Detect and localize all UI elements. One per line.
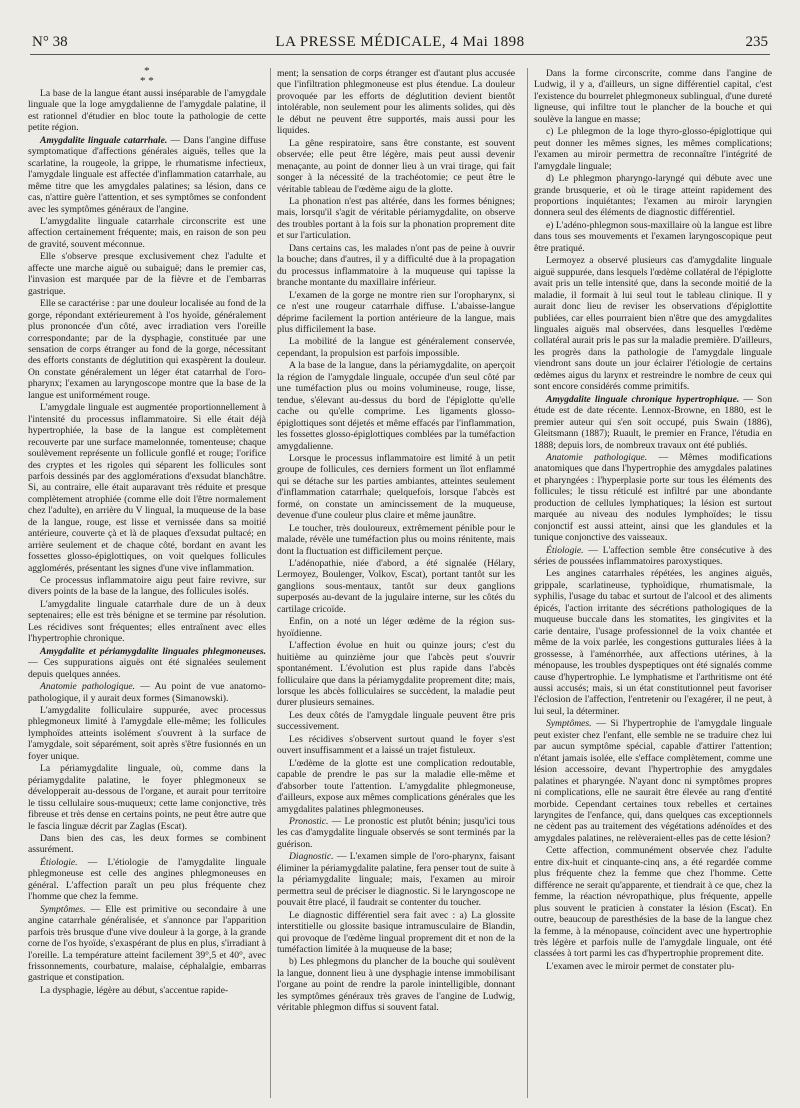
paragraph-text: La gêne respiratoire, sans être constante, est souvent observée; elle peut être légère, mais peut aussi devenir menaçante, au point de donner lieu à un vrai tirage, qui fait songer à la nécessité de la trachéotomie; ce peut être le véritable tableau de l'œdème aigu de la glotte. [277, 137, 515, 195]
paragraph-text: — Ces suppurations aiguës ont été signalées seulement depuis quelques années. [28, 657, 266, 680]
subsection-heading: Étiologie. [546, 544, 584, 556]
paragraph [277, 558, 515, 615]
paragraph [277, 956, 515, 1013]
section-heading: Amygdalite et périamygdalite linguales phlegmoneuses. [40, 645, 266, 657]
paragraph [28, 857, 266, 903]
paragraph-text: Elle s'observe presque exclusivement chez l'adulte et affecte une marche aiguë ou subaiguë; dans le premier cas, l'invasion est marquée par de la fièvre et de l'embarras gastrique. [28, 251, 266, 297]
paragraph-text: c) Le phlegmon de la loge thyro-glosso-épiglottique qui peut donner les mêmes signes, les mêmes complications; l'examen au miroir permettra de reconnaître l'intégrité de l'amygdale linguale; [534, 126, 772, 172]
paragraph-text: La dysphagie, légère au début, s'accentue rapide- [40, 984, 229, 996]
paragraph [277, 68, 515, 137]
paragraph-text: — Dans l'angine diffuse symptomatique d'affections générales aiguës, telles que la scarlatine, la rougeole, la grippe, le rhumatisme infectieux, l'amygdale linguale est affectée d'inflammation catarrhale, au même titre que les amygdales palatines; sa lésion, dans ce cas, n'attire guère l'attention, et ses symptômes se confondent avec les symptômes généraux de l'angine. [28, 134, 266, 215]
paragraph-text: Lermoyez a observé plusieurs cas d'amygdalite linguale aiguë suppurée, dans lesquels l'œdème collatéral de l'épiglotte avait pris un telle intensité que, dans la seconde moitié de la maladie, il formait à lui seul tout le tableau clinique. Il y aurait donc lieu de reviser les observations d'épiglottite publiées, car elles pourraient bien n'être que des amygdalites linguales aiguës mal observées, dans lesquelles l'œdème collatéral aurait pris le pas sur la maladie première. D'ailleurs, les progrès dans la pathologie de l'amygdale linguale viendront sans doute un jour éclairer l'étiologie de certains œdèmes aigus du larynx et restreindre le nombre de ceux qui sont encore considérés comme primitifs. [534, 255, 772, 393]
paragraph [28, 599, 266, 645]
paragraph [277, 734, 515, 757]
paragraph [277, 196, 515, 242]
paragraph [28, 298, 266, 401]
paragraph-text: Elle se caractérise : par une douleur localisée au fond de la gorge, répondant extérieurement à l'os hyoïde, généralement plus prononcée d'un côté, avec irradiation vers l'oreille correspondante; par de la dysphagie, constituée par une sensation de corps étranger au fond de la gorge, nécessitant des efforts constants de déglutition qui exaspèrent la douleur. On constate généralement un léger état catarrhal de l'oro-pharynx; l'examen au laryngoscope montre que la base de la langue est uniformément rouge. [28, 298, 266, 401]
text-column-2 [277, 68, 515, 1098]
text-column-3 [534, 68, 772, 1098]
paragraph-text: L'œdème de la glotte est une complication redoutable, capable de prendre le pas sur la maladie elle-même et d'absorber toute l'attention. L'amygdalite phlegmoneuse, d'ailleurs, expose aux mêmes complications générales que les amygdalites palatines phlegmoneuses. [277, 757, 515, 815]
subsection-heading: Diagnostic. [289, 851, 334, 863]
paragraph-text: Le toucher, très douloureux, extrêmement pénible pour le malade, révèle une tuméfaction plus ou moins rénitente, mais dont la fluctuation est difficilement perçue. [277, 522, 515, 557]
paragraph [28, 135, 266, 215]
section-heading: Amygdalite linguale chronique hypertrophique. [546, 393, 740, 405]
paragraph-text: — Mêmes modifications anatomiques que dans l'hypertrophie des amygdales palatines et pharyngées : l'hyperplasie porte sur tous les éléments des follicules; le tissu réticulé est infiltré par une abondante production de cellules lymphatiques; la lésion est surtout marquée au niveau des nodules lymphoïdes; le tissu conjonctif est aussi atteint, ainsi que les glandules et la tunique conjonctive des vaisseaux. [534, 451, 772, 544]
paragraph-text: — Si l'hypertrophie de l'amygdale linguale peut exister chez l'enfant, elle semble ne se traduire chez lui par aucun symptôme spécial, capable d'attirer l'attention; n'étant jamais isolée, elle s'efface complètement, comme une lésion accessoire, devant l'hypertrophie des amygdales palatines et pharyngée. N'ayant donc ni symptômes propres ni complications, elle ne saurait être élevée au rang d'entité morbide. Cependant certaines toux rebelles et certaines laryngites de l'enfance, qui, dans quelques cas exceptionnels ne cèdent pas au traitement des végétations adénoïdes et des amygdales palatines, ne relèveraient-elles pas de cette lésion? [534, 718, 772, 844]
paragraph [534, 961, 772, 972]
paragraph [28, 985, 266, 996]
paragraph-text: — Son étude est de date récente. Lennox-Browne, en 1880, est le premier auteur qui s'en soit occupé, puis Swain (1886), Gleitsmann (1887); Ruault, le premier en France, l'étudia en 1888; depuis lors, de nombreux travaux ont été publiés. [534, 393, 772, 451]
paragraph [28, 763, 266, 832]
paragraph [277, 290, 515, 336]
paragraph [277, 336, 515, 359]
subsection-heading: Anatomie pathologique. [40, 681, 136, 693]
paragraph [277, 453, 515, 522]
paragraph [277, 640, 515, 709]
paragraph-text: L'examen de la gorge ne montre rien sur l'oropharynx, si ce n'est une rougeur catarrhale diffuse. L'abaisse-langue déprime facilement la portion antérieure de la langue, mais plus difficilement la base. [277, 289, 515, 335]
paragraph [277, 758, 515, 815]
paragraph-text: — L'affection semble être consécutive à des séries de poussées inflammatoires paroxystiques. [534, 544, 772, 568]
paragraph [277, 910, 515, 956]
paragraph-text: Dans la forme circonscrite, comme dans l'angine de Ludwig, il y a, d'ailleurs, un signe différentiel capital, c'est l'existence du bourrelet phlegmoneux sublingual, d'une dureté ligneuse, qui infiltre tout le plancher de la bouche et qui soulève la langue en masse; [534, 68, 772, 125]
paragraph [534, 255, 772, 392]
paragraph-text: Le diagnostic différentiel sera fait avec : a) La glossite interstitielle ou glossite basique intramusculaire de Blandin, qui provoque de l'œdème lingual proprement dit et non de la tuméfaction limitée à la muqueuse de la base; [277, 909, 515, 955]
paragraph [28, 251, 266, 297]
paragraph-text: Ce processus inflammatoire aigu peut faire revivre, sur divers points de la base de la langue, des follicules isolés. [28, 575, 266, 598]
paragraph [277, 816, 515, 850]
paragraph-text: L'examen avec le miroir permet de constater plu- [546, 960, 735, 972]
paragraph-text: Dans certains cas, les malades n'ont pas de peine à ouvrir la bouche; dans d'autres, il y a difficulté due à la propagation du processus inflammatoire à la muqueuse qui tapisse la branche montante du maxillaire inférieur. [277, 242, 515, 289]
text-column-1 [28, 88, 266, 1096]
paragraph-text: L'adénopathie, niée d'abord, a été signalée (Hélary, Lermoyez, Boulenger, Volkov, Escat), portant tantôt sur les ganglions sous-mentaux, tantôt sur deux ganglions superposés au-devant de la jugulaire interne, sur les côtés du cartilage cricoïde. [277, 558, 515, 615]
section-ornament: * * * [140, 65, 154, 87]
paragraph-text: — Elle est primitive ou secondaire à une angine catarrhale généralisée, et s'annonce par l'apparition parfois très brusque d'une vive douleur à la gorge, à la grande corne de l'os hyoïde, s'exaspérant de plus en plus, s'irradiant à l'oreille. La température atteint facilement 39°,5 et 40°, avec frissonnements, courbature, malaise, céphalalgie, embarras gastrique et constipation. [28, 903, 266, 984]
paragraph [534, 394, 772, 451]
paragraph [28, 88, 266, 134]
paragraph-text: — Au point de vue anatomo-pathologique, il y aurait deux formes (Simanowski). [28, 681, 266, 704]
paragraph [28, 904, 266, 984]
paragraph-text: — Le pronostic est plutôt bénin; jusqu'ici tous les cas d'amygdalite linguale observés se sont terminés par la guérison. [277, 816, 515, 850]
paragraph [534, 545, 772, 568]
paragraph-text: Cette affection, communément observée chez l'adulte entre dix-huit et cinquante-cinq ans, a été regardée comme plus fréquente chez la femme que chez l'homme. Cette différence ne serait qu'apparente, et tiendrait à ce que, chez la femme, la réaction névropathique, plus fréquente, appelle plus souvent le praticien à constater la lésion (Escat). En outre, beaucoup de paresthésies de la base de la langue chez la femme, à la ménopause, coïncident avec une hypertrophie très légère et parfois nulle de l'amygdale linguale, ont été classées à tort parmi les cas d'hypertrophie proprement dite. [534, 845, 772, 960]
paragraph [534, 452, 772, 544]
subsection-heading: Pronostic. [289, 816, 329, 827]
paragraph [277, 616, 515, 639]
paragraph [277, 851, 515, 908]
paragraph [28, 705, 266, 762]
paragraph-text: L'amygdalite linguale catarrhale circonscrite est une affection certainement fréquente; mais, en raison de son peu de gravité, souvent méconnue. [28, 215, 266, 250]
paragraph-text: b) Les phlegmons du plancher de la bouche qui soulèvent la langue, donnent lieu à une dysphagie intense immobilisant l'organe au point de rendre la parole inintelligible, donnant les symptômes généraux très graves de l'angine de Ludwig, véritable phlegmon diffus si souvent fatal. [277, 956, 515, 1014]
paragraph [277, 710, 515, 733]
paragraph-text: L'amygdale linguale est augmentée proportionnellement à l'intensité du processus inflammatoire. Si elle était déjà hypertrophiée, la base de la langue est complètement recouverte par une surface mamelonnée, tomenteuse; chaque soulèvement représente un follicule gonflé et rouge; l'orifice des cryptes et les rigoles qui séparent les follicules sont parfois dessinés par des agglomérations d'exsudat blanchâtre. Si, au contraire, elle était auparavant très réduite et presque complètement atrophiée (comme elle doit l'être normalement chez l'adulte), en arrière du V lingual, la muqueuse de la base de la langue, rouge, est lisse et vernissée dans sa moitié antérieure, couverte çà et là de plaques d'exsudat pultacé; en arrière seulement et de chaque côté, bordant en avant les fossettes glosso-épiglottiques, on voit quelques follicules agglomérés, présentant les signes d'une vive inflammation. [28, 402, 266, 574]
paragraph-text: A la base de la langue, dans la périamygdalite, on aperçoit la région de l'amygdale linguale, occupée d'un seul côté par une tuméfaction plus ou moins volumineuse, rouge, lisse, tendue, s'élevant au-dessus du bord de l'épiglotte qu'elle cache ou qu'elle comprime. Les ligaments glosso-épiglottiques sont déjetés et même effacés par l'inflammation, les fossettes glosso-épiglottiques comblées par la tuméfaction amygdalienne. [277, 360, 515, 452]
page-number-left: N° 38 [32, 34, 68, 50]
paragraph [534, 173, 772, 219]
paragraph-text: — L'étiologie de l'amygdalite linguale phlegmoneuse est celle des angines phlegmoneuses en général. L'affection paraît un peu plus fréquente chez l'homme que chez la femme. [28, 856, 266, 903]
paragraph [277, 523, 515, 557]
subsection-heading: Anatomie pathologique. [546, 451, 648, 463]
paragraph [534, 568, 772, 717]
paragraph-text: Les angines catarrhales répétées, les angines aiguës, grippale, scarlatineuse, typhoïdique, rhumatismale, la syphilis, l'usage du tabac et surtout de l'alcool et des aliments épicés, l'action irritante des sécrétions pathologiques de la muqueuse buccale dans les stomatites, les gingivites et la carie dentaire, l'usage professionnel de la voix chantée et même de la voix parlée, les congestions gutturales liées à la grossesse, à l'aménorrhée, aux affections utérines, à la ménopause, les troubles dyspeptiques ont été signalés comme cause d'hypertrophie. Le lymphatisme et l'arthritisme ont été aussi accusés; mais, si un état constitutionnel peut favoriser l'éclosion de l'affection, l'entretenir ou l'exagérer, il ne peut, à lui seul, la déterminer. [534, 568, 772, 717]
column-divider [270, 68, 271, 1098]
paragraph [28, 833, 266, 856]
paragraph-text: Enfin, on a noté un léger œdème de la région sus-hyoïdienne. [277, 616, 515, 639]
paragraph [534, 68, 772, 125]
paragraph-text: — L'examen simple de l'oro-pharynx, faisant éliminer la périamygdalite palatine, fera penser tout de suite à la périamygdalite linguale; mais, l'examen au miroir permettra seul de préciser le diagnostic. Si le laryngoscope ne pouvait être placé, il faudrait se contenter du toucher. [277, 851, 515, 909]
page-header [30, 28, 770, 55]
subsection-heading: Symptômes. [546, 718, 592, 730]
paragraph-text: La mobilité de la langue est généralement conservée, cependant, la propulsion est parfois impossible. [277, 336, 515, 359]
paragraph-text: Dans bien des cas, les deux formes se combinent assurément. [28, 833, 266, 856]
paragraph-text: La périamygdalite linguale, où, comme dans la périamygdalite palatine, le foyer phlegmoneux se développerait au-dessous de l'organe, et aurait pour territoire le tissu cellulaire sous-muqueux; cette lame conjonctive, très fibreuse et très dense en certains points, ne peut être autre que le fascia linguæ décrit par Zaglas (Escat). [28, 763, 266, 832]
paragraph-text: L'amygdalite linguale catarrhale dure de un à deux septenaires; elle est très bénigne et se termine par résolution. Les récidives sont fréquentes; elles entraînent avec elles l'hypertrophie chronique. [28, 598, 266, 645]
journal-title: LA PRESSE MÉDICALE, [275, 34, 447, 50]
paragraph-text: L'amygdalite folliculaire suppurée, avec processus phlegmoneux limité à l'amygdale elle-même; les follicules lymphoïdes atteints isolément s'ouvrent à la surface de l'amygdale, soit séparément, soit après s'être fusionnés en un foyer unique. [28, 705, 266, 762]
paragraph-text: La base de la langue étant aussi inséparable de l'amygdale linguale que la loge amygdalienne de l'amygdale palatine, il est rationnel d'étudier en bloc toute la pathologie de cette petite région. [28, 88, 266, 134]
paragraph [28, 402, 266, 574]
paragraph-text: Les deux côtés de l'amygdale linguale peuvent être pris successivement. [277, 709, 515, 733]
paragraph [28, 646, 266, 680]
paragraph [534, 845, 772, 960]
paragraph [534, 220, 772, 254]
page-number-right: 235 [745, 34, 768, 50]
paragraph [28, 575, 266, 598]
paragraph [277, 243, 515, 289]
running-title [30, 34, 770, 51]
paragraph-text: Les récidives s'observent surtout quand le foyer s'est ouvert insuffisamment et a laissé un trajet fistuleux. [277, 733, 515, 757]
paragraph [277, 360, 515, 452]
paragraph [28, 216, 266, 250]
paragraph-text: La phonation n'est pas altérée, dans les formes bénignes; mais, lorsqu'il s'agit de véritable périamygdalite, on observe des troubles portant à la fois sur la phonation proprement dite et sur l'articulation. [277, 195, 515, 242]
paragraph-text: ment; la sensation de corps étranger est d'autant plus accusée que l'infiltration phlegmoneuse est plus étendue. La douleur provoquée par les efforts de déglutition devient bientôt intolérable, non seulement pour les aliments solides, qui dès le début ne peuvent être supportés, mais aussi pour les liquides. [277, 68, 515, 137]
section-heading: Amygdalite linguale catarrhale. [40, 134, 168, 146]
subsection-heading: Symptômes. [40, 903, 86, 915]
paragraph [28, 681, 266, 704]
subsection-heading: Étiologie. [40, 856, 78, 868]
column-divider [527, 68, 528, 1098]
paragraph-text: d) Le phlegmon pharyngo-laryngé qui débute avec une grande brusquerie, et où le tirage atteint rapidement des proportions inquiétantes; l'examen au miroir laryngien donnera seul des éléments de diagnostic différentiel. [534, 173, 772, 219]
paragraph-text: e) L'adéno-phlegmon sous-maxillaire où la langue est libre dans tous ses mouvements et l'examen laryngoscopique peut être pratiqué. [534, 219, 772, 254]
paragraph [534, 126, 772, 172]
paragraph-text: L'affection évolue en huit ou quinze jours; c'est du huitième au quinzième jour que l'abcès peut s'ouvrir spontanément. L'évolution est plus rapide dans l'abcès folliculaire que dans la périamygdalite proprement dite; mais, lorsque les abcès folliculaires se succèdent, la maladie peut durer plusieurs semaines. [277, 640, 515, 709]
paragraph [277, 138, 515, 195]
paragraph-text: Lorsque le processus inflammatoire est limité à un petit groupe de follicules, ces derniers forment un îlot enflammé qui se détache sur les parties ambiantes, atteintes seulement d'inflammation catarrhale; quelquefois, lorsque l'abcès est formé, on constate un amincissement de la muqueuse, devenue d'une couleur plus claire et même jaunâtre. [277, 452, 515, 522]
issue-date: 4 Mai 1898 [450, 34, 525, 50]
paragraph [534, 718, 772, 844]
